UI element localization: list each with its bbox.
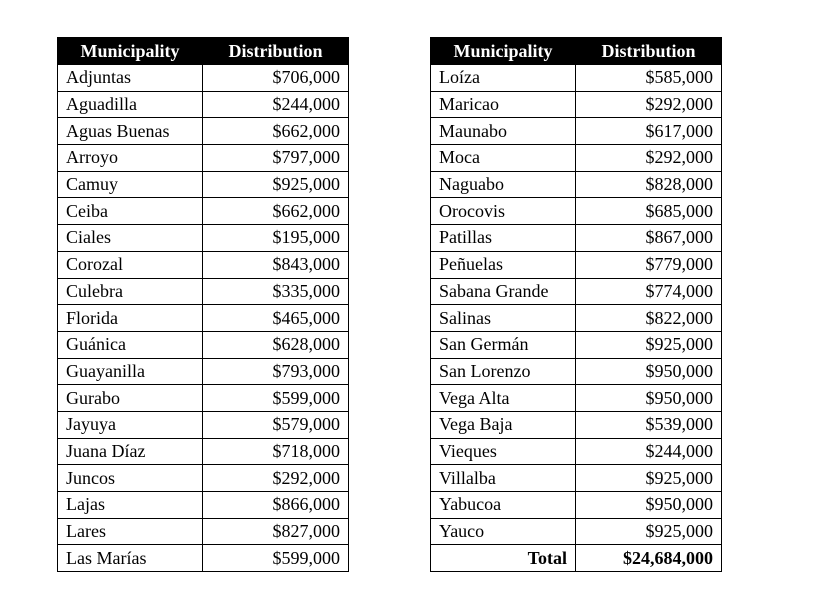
distribution-cell: $925,000	[576, 331, 722, 358]
table-row	[431, 411, 722, 438]
distribution-cell: $774,000	[576, 278, 722, 305]
distribution-cell: $662,000	[203, 198, 349, 225]
distribution-cell: $335,000	[203, 278, 349, 305]
distribution-cell: $950,000	[576, 385, 722, 412]
distribution-cell: $718,000	[203, 438, 349, 465]
distribution-cell: $843,000	[203, 251, 349, 278]
municipality-cell: San Lorenzo	[431, 358, 576, 385]
municipality-cell: Lajas	[58, 492, 203, 519]
municipality-cell: Guánica	[58, 331, 203, 358]
distribution-cell: $465,000	[203, 305, 349, 332]
table-row	[58, 518, 349, 545]
distribution-cell: $244,000	[203, 91, 349, 118]
distribution-cell: $292,000	[576, 145, 722, 172]
municipality-header: Municipality	[431, 38, 576, 65]
municipality-cell: Orocovis	[431, 198, 576, 225]
municipality-cell: Arroyo	[58, 145, 203, 172]
table-row	[431, 518, 722, 545]
municipality-cell: Lares	[58, 518, 203, 545]
distribution-cell: $925,000	[576, 465, 722, 492]
municipality-cell: Maricao	[431, 91, 576, 118]
table-row	[431, 438, 722, 465]
distribution-cell: $599,000	[203, 545, 349, 572]
table-body-left	[58, 65, 349, 572]
distribution-cell: $827,000	[203, 518, 349, 545]
distribution-table-left	[57, 37, 349, 572]
municipality-cell: Peñuelas	[431, 251, 576, 278]
table-row	[58, 198, 349, 225]
table-row	[431, 91, 722, 118]
distribution-cell: $925,000	[203, 171, 349, 198]
municipality-cell: Yauco	[431, 518, 576, 545]
municipality-cell: Camuy	[58, 171, 203, 198]
municipality-cell: Villalba	[431, 465, 576, 492]
distribution-header: Distribution	[203, 38, 349, 65]
distribution-cell: $685,000	[576, 198, 722, 225]
distribution-cell: $950,000	[576, 492, 722, 519]
distribution-header: Distribution	[576, 38, 722, 65]
table-row	[431, 305, 722, 332]
distribution-cell: $617,000	[576, 118, 722, 145]
table-row	[431, 385, 722, 412]
municipality-cell: Loíza	[431, 65, 576, 92]
table-row	[58, 438, 349, 465]
municipality-cell: Corozal	[58, 251, 203, 278]
table-row	[58, 118, 349, 145]
municipality-cell: Naguabo	[431, 171, 576, 198]
distribution-cell: $195,000	[203, 225, 349, 252]
table-row	[58, 251, 349, 278]
distribution-cell: $599,000	[203, 385, 349, 412]
table-row	[431, 278, 722, 305]
table-row	[58, 545, 349, 572]
distribution-cell: $706,000	[203, 65, 349, 92]
distribution-cell: $797,000	[203, 145, 349, 172]
table-row	[58, 145, 349, 172]
table-row	[431, 225, 722, 252]
distribution-cell: $779,000	[576, 251, 722, 278]
table-row	[58, 385, 349, 412]
distribution-cell: $662,000	[203, 118, 349, 145]
table-row	[58, 225, 349, 252]
table-row	[431, 145, 722, 172]
municipality-cell: San Germán	[431, 331, 576, 358]
municipality-cell: Ciales	[58, 225, 203, 252]
distribution-cell: $822,000	[576, 305, 722, 332]
distribution-cell: $539,000	[576, 411, 722, 438]
distribution-cell: $579,000	[203, 411, 349, 438]
municipality-cell: Guayanilla	[58, 358, 203, 385]
municipality-cell: Maunabo	[431, 118, 576, 145]
municipality-cell: Aguas Buenas	[58, 118, 203, 145]
municipality-cell: Salinas	[431, 305, 576, 332]
municipality-cell: Aguadilla	[58, 91, 203, 118]
distribution-cell: $793,000	[203, 358, 349, 385]
distribution-cell: $585,000	[576, 65, 722, 92]
distribution-table-right	[430, 37, 722, 572]
municipality-cell: Adjuntas	[58, 65, 203, 92]
table-row	[58, 492, 349, 519]
table-row	[431, 198, 722, 225]
table-row	[58, 171, 349, 198]
table-body-right	[431, 65, 722, 545]
distribution-cell: $866,000	[203, 492, 349, 519]
total-amount: $24,684,000	[576, 545, 722, 572]
table-row	[431, 331, 722, 358]
table-header-row	[431, 38, 722, 65]
distribution-cell: $628,000	[203, 331, 349, 358]
table-row	[58, 411, 349, 438]
distribution-cell: $244,000	[576, 438, 722, 465]
table-header-row	[58, 38, 349, 65]
table-row	[58, 91, 349, 118]
municipality-header: Municipality	[58, 38, 203, 65]
table-row	[58, 278, 349, 305]
table-row	[431, 171, 722, 198]
municipality-cell: Ceiba	[58, 198, 203, 225]
table-row	[431, 358, 722, 385]
table-row	[431, 118, 722, 145]
municipality-cell: Culebra	[58, 278, 203, 305]
table-row	[58, 358, 349, 385]
distribution-cell: $925,000	[576, 518, 722, 545]
total-row	[431, 545, 722, 572]
distribution-cell: $867,000	[576, 225, 722, 252]
table-row	[58, 305, 349, 332]
table-row	[431, 465, 722, 492]
table-row	[58, 331, 349, 358]
municipality-cell: Vieques	[431, 438, 576, 465]
municipality-cell: Sabana Grande	[431, 278, 576, 305]
municipality-cell: Las Marías	[58, 545, 203, 572]
table-row	[58, 65, 349, 92]
table-row	[431, 65, 722, 92]
municipality-cell: Vega Alta	[431, 385, 576, 412]
table-row	[431, 492, 722, 519]
total-label: Total	[431, 545, 576, 572]
municipality-cell: Jayuya	[58, 411, 203, 438]
distribution-cell: $292,000	[203, 465, 349, 492]
table-row	[58, 465, 349, 492]
municipality-cell: Yabucoa	[431, 492, 576, 519]
municipality-cell: Juncos	[58, 465, 203, 492]
municipality-cell: Florida	[58, 305, 203, 332]
municipality-cell: Gurabo	[58, 385, 203, 412]
municipality-cell: Juana Díaz	[58, 438, 203, 465]
municipality-cell: Vega Baja	[431, 411, 576, 438]
table-row	[431, 251, 722, 278]
distribution-cell: $292,000	[576, 91, 722, 118]
distribution-cell: $828,000	[576, 171, 722, 198]
municipality-cell: Patillas	[431, 225, 576, 252]
municipality-cell: Moca	[431, 145, 576, 172]
distribution-cell: $950,000	[576, 358, 722, 385]
